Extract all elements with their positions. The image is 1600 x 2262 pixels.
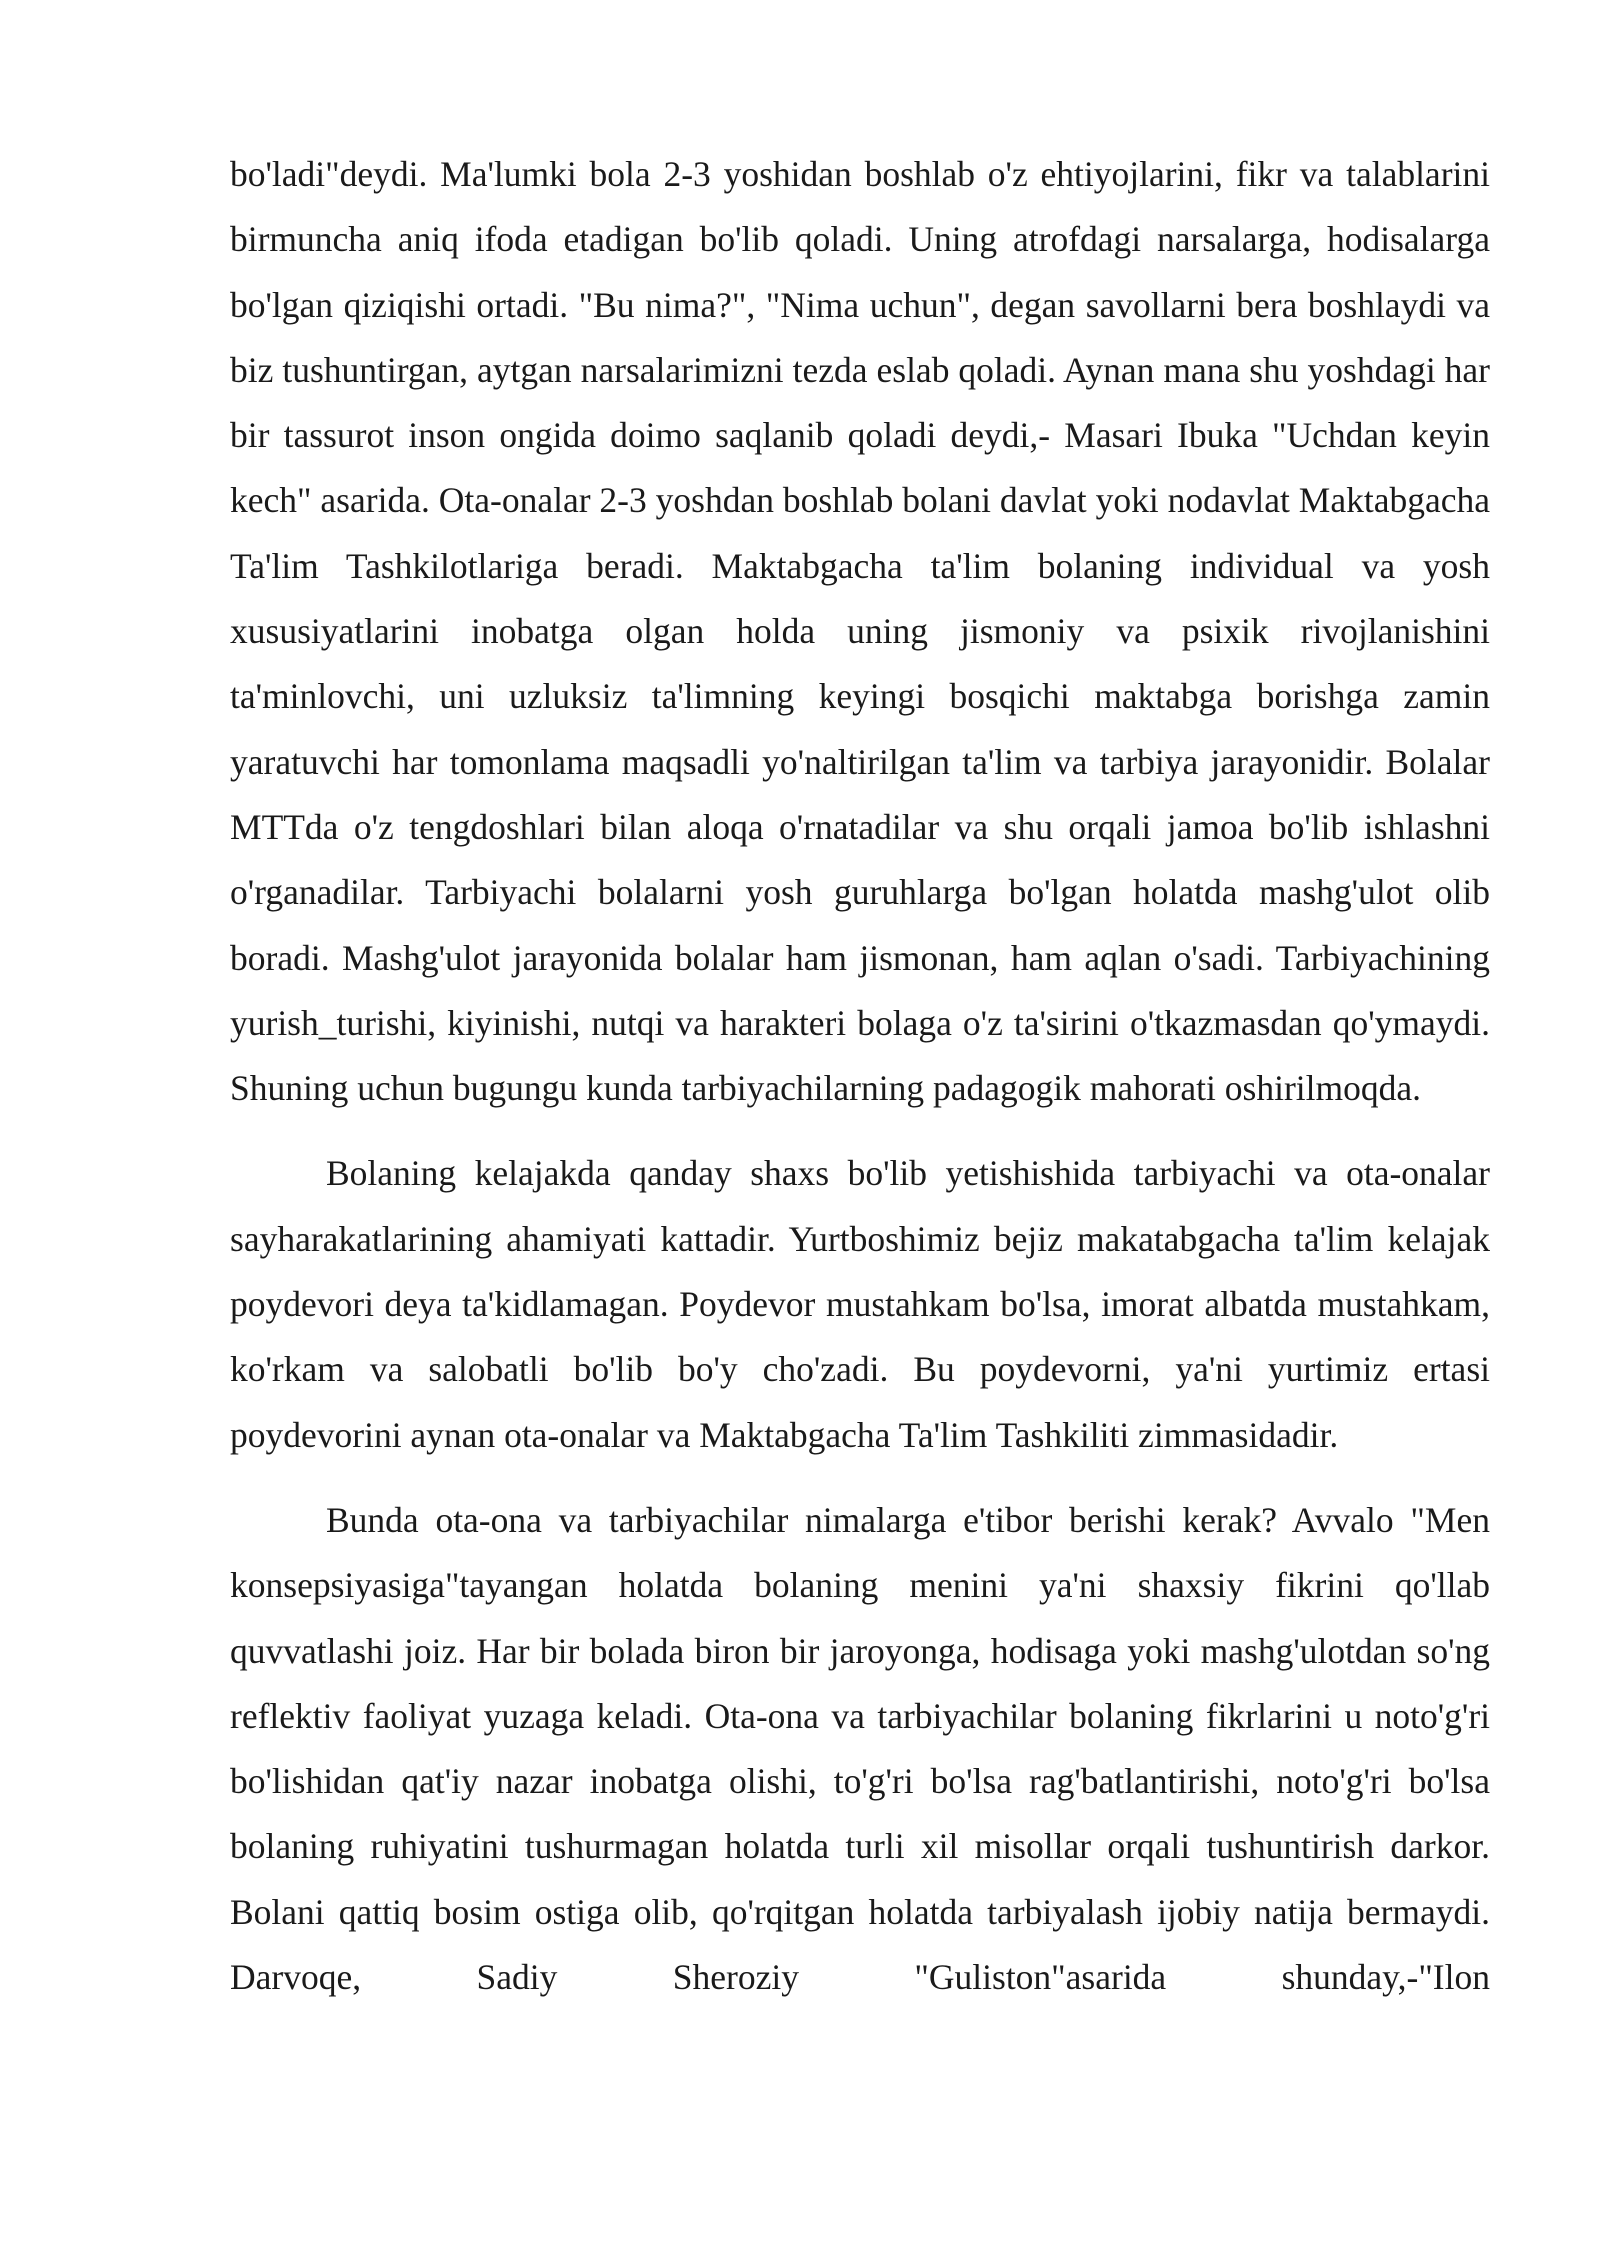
paragraph-1: bo'ladi"deydi. Ma'lumki bola 2-3 yoshidan boshlab o'z ehtiyojlarini, fikr va talablarini birmuncha aniq ifoda etadigan bo'lib qoladi. Uning atrofdagi narsalarga, hodisalarga bo'lgan qiziqishi ortadi. "Bu nima?", "Nima uchun", degan savollarni bera boshlaydi va biz tushuntirgan, aytgan narsalarimizni tezda eslab qoladi. Aynan mana shu yoshdagi har bir tassurot inson ongida doimo saqlanib qoladi deydi,- Masari Ibuka "Uchdan keyin kech" asarida. Ota-onalar 2-3 yoshdan boshlab bolani davlat yoki nodavlat Maktabgacha Ta'lim Tashkilotlariga beradi. Maktabgacha ta'lim bolaning individual va yosh xususiyatlarini inobatga olgan holda uning jismoniy va psixik rivojlanishini ta'minlovchi, uni uzluksiz ta'limning keyingi bosqichi maktabga borishga zamin yaratuvchi har tomonlama maqsadli yo'naltirilgan ta'lim va tarbiya jarayonidir. Bolalar MTTda o'z tengdoshlari bilan aloqa o'rnatadilar va shu orqali jamoa bo'lib ishlashni o'rganadilar. Tarbiyachi bolalarni yosh guruhlarga bo'lgan holatda mashg'ulot olib boradi. Mashg'ulot jarayonida bolalar ham jismonan, ham aqlan o'sadi. Tarbiyachining yurish_turishi, kiyinishi, nutqi va harakteri bolaga o'z ta'sirini o'tkazmasdan qo'ymaydi. Shuning uchun bugungu kunda tarbiyachilarning padagogik mahorati oshirilmoqda. — [230, 154, 1490, 1109]
paragraph-2: Bolaning kelajakda qanday shaxs bo'lib yetishishida tarbiyachi va ota-onalar sayharakatlarining ahamiyati kattadir. Yurtboshimiz bejiz makatabgacha ta'lim kelajak poydevori deya ta'kidlamagan. Poydevor mustahkam bo'lsa, imorat albatda mustahkam, ko'rkam va salobatli bo'lib bo'y cho'zadi. Bu poydevorni, ya'ni yurtimiz ertasi poydevorini aynan ota-onalar va Maktabgacha Ta'lim Tashkiliti zimmasidadir. — [230, 1153, 1490, 1455]
paragraph-3: Bunda ota-ona va tarbiyachilar nimalarga e'tibor berishi kerak? Avvalo "Men konsepsiyasiga"tayangan holatda bolaning menini ya'ni shaxsiy fikrini qo'llab quvvatlashi joiz. Har bir bolada biron bir jaroyonga, hodisaga yoki mashg'ulotdan so'ng reflektiv faoliyat yuzaga keladi. Ota-ona va tarbiyachilar bolaning fikrlarini u noto'g'ri bo'lishidan qat'iy nazar inobatga olishi, to'g'ri bo'lsa rag'batlantirishi, noto'g'ri bo'lsa bolaning ruhiyatini tushurmagan holatda turli xil misollar orqali tushuntirish darkor. Bolani qattiq bosim ostiga olib, qo'rqitgan holatda tarbiyalash ijobiy natija bermaydi. Darvoqe, Sadiy Sheroziy "Guliston"asarida shunday,-"Ilon — [230, 1499, 1490, 1998]
document-body — [230, 142, 1490, 2010]
